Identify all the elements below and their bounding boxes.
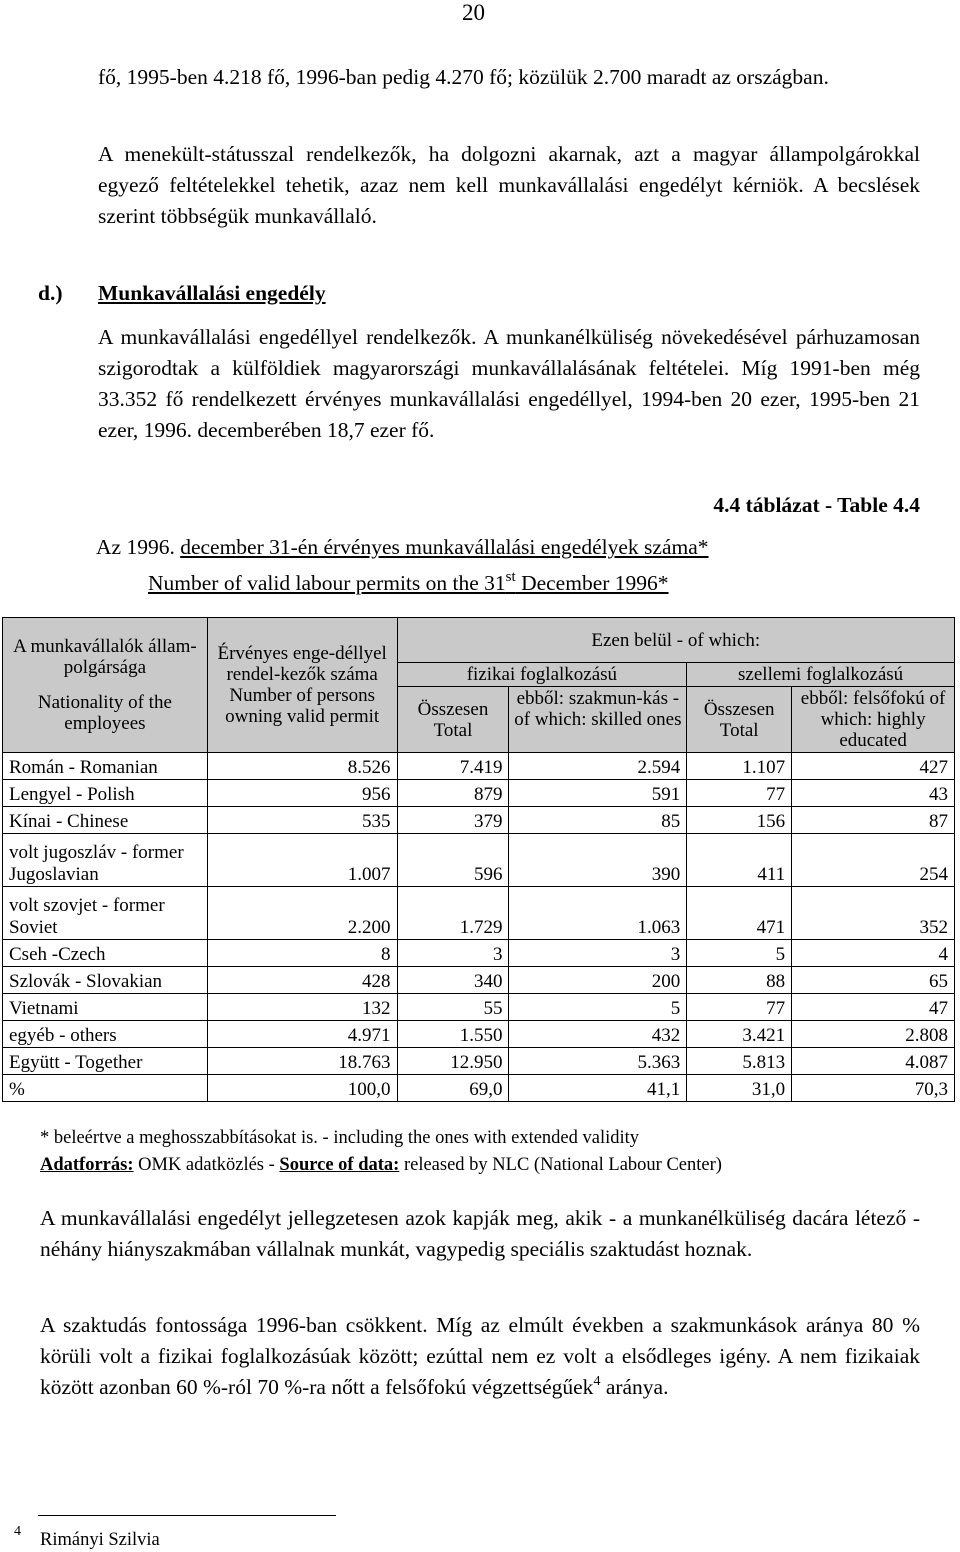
cell-nationality: Együtt - Together xyxy=(3,1048,208,1075)
data-source xyxy=(40,1155,722,1176)
table-row xyxy=(3,780,955,807)
cell-skilled: 390 xyxy=(509,834,687,887)
cell-permits: 535 xyxy=(207,807,397,834)
table-row xyxy=(3,1021,955,1048)
cell-highly-educated: 87 xyxy=(792,807,955,834)
header-mental: szellemi foglalkozású xyxy=(687,663,955,687)
cell-highly-educated: 65 xyxy=(792,967,955,994)
cell-highly-educated: 47 xyxy=(792,994,955,1021)
table-row xyxy=(3,1048,955,1075)
cell-highly-educated: 4.087 xyxy=(792,1048,955,1075)
header-permit-holders xyxy=(207,618,397,753)
cell-nationality: Lengyel - Polish xyxy=(3,780,208,807)
page-number: 20 xyxy=(462,0,485,25)
cell-skilled: 432 xyxy=(509,1021,687,1048)
cell-physical-total: 340 xyxy=(397,967,509,994)
caption-prefix: Az 1996. xyxy=(96,535,181,559)
caption-en-sup: st xyxy=(505,569,516,585)
cell-skilled: 41,1 xyxy=(509,1075,687,1102)
cell-nationality: egyéb - others xyxy=(3,1021,208,1048)
table-row xyxy=(3,807,955,834)
header-permit-holders-hu: Érvényes enge-déllyel rendel-kezők száma xyxy=(217,643,387,685)
cell-mental-total: 5 xyxy=(687,940,792,967)
cell-physical-total: 596 xyxy=(397,834,509,887)
cell-permits: 8.526 xyxy=(207,753,397,780)
cell-physical-total: 379 xyxy=(397,807,509,834)
cell-permits: 18.763 xyxy=(207,1048,397,1075)
cell-permits: 956 xyxy=(207,780,397,807)
cell-mental-total: 471 xyxy=(687,887,792,940)
cell-physical-total: 879 xyxy=(397,780,509,807)
cell-mental-total: 77 xyxy=(687,994,792,1021)
section-letter: d.) xyxy=(38,281,63,305)
caption-en-pre: Number of valid labour permits on the 31 xyxy=(148,571,506,595)
header-total-hu: Összesen xyxy=(417,698,489,720)
cell-skilled: 591 xyxy=(509,780,687,807)
header-physical: fizikai foglalkozású xyxy=(397,663,687,687)
cell-highly-educated: 70,3 xyxy=(792,1075,955,1102)
cell-highly-educated: 427 xyxy=(792,753,955,780)
paragraph-refugee-status: A menekült-státusszal rendelkezők, ha dolgozni akarnak, azt a magyar állampolgárokkal egyező feltételekkel tehetik, azaz nem kell munkavállalási engedélyt kérniök. A becslések szerint többségük munkavállaló. xyxy=(98,142,920,228)
cell-nationality: Kínai - Chinese xyxy=(3,807,208,834)
table-footnote: * beleértve a meghosszabbításokat is. - including the ones with extended validity xyxy=(40,1128,640,1148)
table-caption-english xyxy=(148,571,669,596)
header-highly-educated: ebből: felsőfokú of which: highly educated xyxy=(792,687,955,753)
cell-physical-total: 7.419 xyxy=(397,753,509,780)
table-row xyxy=(3,834,955,887)
header-physical-total xyxy=(397,687,509,753)
cell-highly-educated: 352 xyxy=(792,887,955,940)
cell-permits: 132 xyxy=(207,994,397,1021)
header-total-en: Total xyxy=(719,719,759,741)
paragraph-work-permits: A munkavállalási engedéllyel rendelkezők. A munkanélküliség növekedésével párhuzamosan szigorodtak a külföldiek magyarországi munkavállalásának feltételei. Míg 1991-ben még 33.352 fő rendelkezett érvényes munkavállalási engedéllyel, 1994-ben 20 ezer, 1995-ben 21 ezer, 1996. decemberében 18,7 ezer fő. xyxy=(98,325,920,442)
cell-skilled: 1.063 xyxy=(509,887,687,940)
cell-mental-total: 3.421 xyxy=(687,1021,792,1048)
cell-nationality: Román - Romanian xyxy=(3,753,208,780)
source-text-en: released by NLC (National Labour Center) xyxy=(399,1155,722,1175)
cell-highly-educated: 43 xyxy=(792,780,955,807)
paragraph-permit-recipients: A munkavállalási engedélyt jellegzetesen azok kapják meg, akik - a munkanélküliség dacára létező - néhány hiányszakmában vállalnak munkát, vagypedig speciális szaktudást hoznak. xyxy=(40,1206,920,1261)
cell-physical-total: 55 xyxy=(397,994,509,1021)
cell-skilled: 85 xyxy=(509,807,687,834)
paragraph-expertise-end: aránya. xyxy=(600,1375,669,1399)
cell-skilled: 5.363 xyxy=(509,1048,687,1075)
cell-mental-total: 5.813 xyxy=(687,1048,792,1075)
header-nationality xyxy=(3,618,208,753)
cell-nationality: volt szovjet - former Soviet xyxy=(3,887,208,940)
cell-physical-total: 1.729 xyxy=(397,887,509,940)
cell-highly-educated: 4 xyxy=(792,940,955,967)
header-of-which: Ezen belül - of which: xyxy=(397,618,954,663)
footnote-divider xyxy=(38,1515,336,1516)
cell-nationality: % xyxy=(3,1075,208,1102)
table-row xyxy=(3,887,955,940)
paragraph-expertise-main: A szaktudás fontossága 1996-ban csökkent. Míg az elmúlt években a szakmunkások aránya 80 % körüli volt a fizikai foglalkozásúak között; ezúttal nem ez volt a elsődleges igény. A nem fizikaiak között azonban 60 %-ról 70 %-ra nőtt a felsőfokú végzettségűek xyxy=(40,1313,920,1399)
cell-physical-total: 69,0 xyxy=(397,1075,509,1102)
cell-mental-total: 156 xyxy=(687,807,792,834)
header-nationality-en: Nationality of the employees xyxy=(37,692,172,734)
cell-nationality: volt jugoszláv - former Jugoslavian xyxy=(3,834,208,887)
table-row xyxy=(3,753,955,780)
table-row xyxy=(3,994,955,1021)
cell-physical-total: 12.950 xyxy=(397,1048,509,1075)
footnote-text: Rimányi Szilvia xyxy=(40,1530,160,1550)
cell-permits: 4.971 xyxy=(207,1021,397,1048)
cell-nationality: Cseh -Czech xyxy=(3,940,208,967)
caption-en-post: December 1996* xyxy=(515,571,669,595)
cell-permits: 1.007 xyxy=(207,834,397,887)
paragraph-refugees-count: fő, 1995-ben 4.218 fő, 1996-ban pedig 4.270 fő; közülük 2.700 maradt az országban. xyxy=(98,65,829,89)
table-row xyxy=(3,1075,955,1102)
source-label-hu: Adatforrás: xyxy=(40,1155,134,1175)
cell-physical-total: 3 xyxy=(397,940,509,967)
table-row xyxy=(3,967,955,994)
source-label-en: Source of data: xyxy=(279,1155,400,1175)
header-permit-holders-en: Number of persons owning valid permit xyxy=(225,685,380,727)
cell-skilled: 200 xyxy=(509,967,687,994)
header-total-hu: Összesen xyxy=(703,698,775,720)
cell-permits: 2.200 xyxy=(207,887,397,940)
cell-mental-total: 1.107 xyxy=(687,753,792,780)
footnote-ref: 4 xyxy=(593,1374,601,1389)
cell-highly-educated: 2.808 xyxy=(792,1021,955,1048)
header-skilled: ebből: szakmun-kás - of which: skilled ones xyxy=(509,687,687,753)
source-text-hu: OMK adatközlés - xyxy=(133,1155,280,1175)
table-label: 4.4 táblázat - Table 4.4 xyxy=(713,493,920,517)
section-title: Munkavállalási engedély xyxy=(98,281,326,305)
cell-highly-educated: 254 xyxy=(792,834,955,887)
cell-mental-total: 411 xyxy=(687,834,792,887)
header-mental-total xyxy=(687,687,792,753)
footnote-number: 4 xyxy=(14,1524,21,1539)
cell-skilled: 3 xyxy=(509,940,687,967)
cell-permits: 100,0 xyxy=(207,1075,397,1102)
table-caption-hungarian xyxy=(96,535,709,560)
cell-nationality: Szlovák - Slovakian xyxy=(3,967,208,994)
caption-main: december 31-én érvényes munkavállalási engedélyek száma* xyxy=(180,535,709,559)
cell-mental-total: 31,0 xyxy=(687,1075,792,1102)
table-row xyxy=(3,940,955,967)
cell-physical-total: 1.550 xyxy=(397,1021,509,1048)
cell-mental-total: 77 xyxy=(687,780,792,807)
cell-permits: 428 xyxy=(207,967,397,994)
header-total-en: Total xyxy=(433,719,473,741)
cell-mental-total: 88 xyxy=(687,967,792,994)
cell-skilled: 2.594 xyxy=(509,753,687,780)
permits-table xyxy=(2,617,955,1102)
paragraph-expertise xyxy=(40,1310,920,1403)
cell-skilled: 5 xyxy=(509,994,687,1021)
cell-permits: 8 xyxy=(207,940,397,967)
cell-nationality: Vietnami xyxy=(3,994,208,1021)
header-nationality-hu: A munkavállalók állam-polgársága xyxy=(13,636,197,678)
